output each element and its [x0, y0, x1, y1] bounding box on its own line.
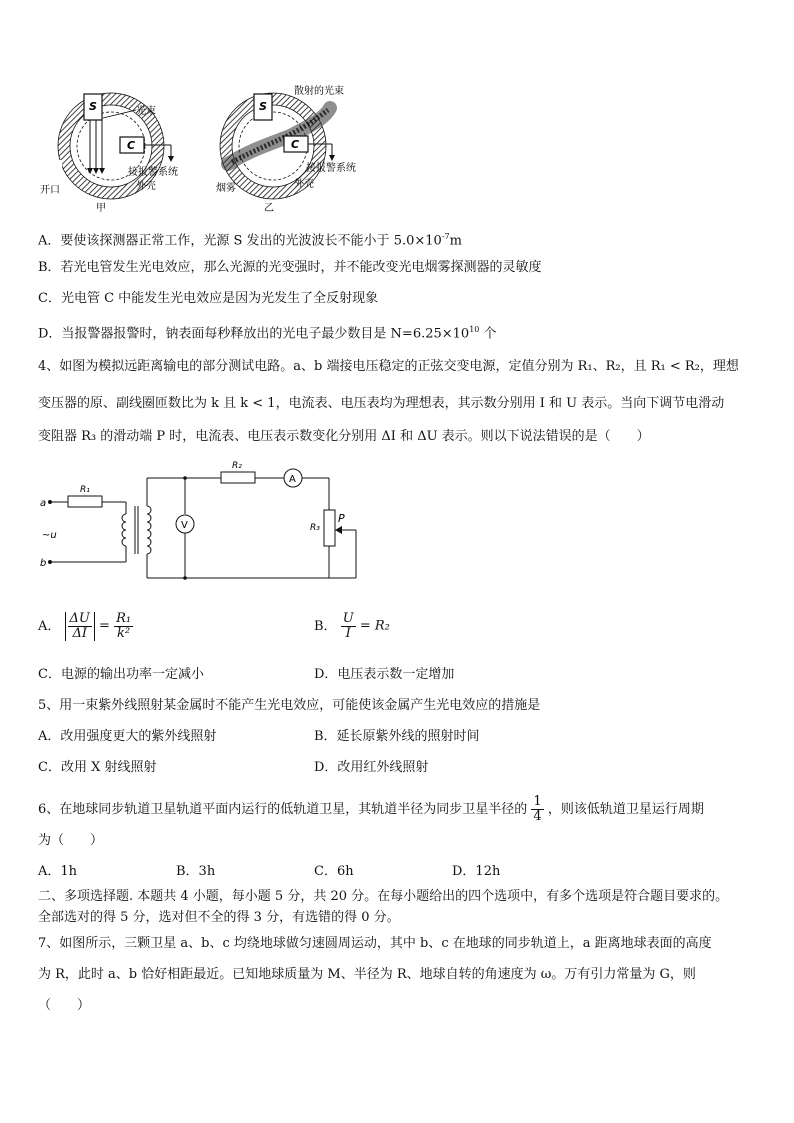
q6-stem-line2: 为（ ）: [38, 833, 104, 848]
q3-option-a: A．要使该探测器正常工作，光源 S 发出的光波波长不能小于 $5.0\times 10^{-7}m$: [38, 232, 462, 249]
q4-option-b: B． $\frac{U}{I}$ = R₂: [314, 611, 390, 641]
q7-stem-line1: 7、如图所示，三颗卫星 a、b、c 均绕地球做匀速圆周运动，其中 b、c 在地球的同步轨道上，a 距离地球表面的高度: [38, 936, 712, 951]
source-s-label: S: [89, 100, 97, 113]
opening-label: 开口: [40, 185, 60, 196]
smoke-label: 烟雾: [216, 183, 236, 194]
q6-option-d: D．12h: [452, 864, 501, 879]
q4-stem-line1: 4、如图为模拟远距离输电的部分测试电路。a、b 端接电压稳定的正弦交变电源，定值分别为 R₁、R₂，且 R₁ < R₂，理想: [38, 359, 739, 374]
q6-option-c: C．6h: [314, 864, 354, 879]
shell-label: 外壳: [294, 179, 314, 190]
alarm-label: 接报警系统: [306, 163, 356, 174]
q3-option-c: C．光电管 C 中能发生光电效应是因为光发生了全反射现象: [38, 291, 379, 306]
source-u-label: ~u: [42, 530, 57, 541]
q4-option-a: A． $\frac{\Delta U}{\Delta I}$ = $\frac{\text{R₁}}{\text{k²}}$: [38, 611, 132, 641]
section2-instructions-line2: 全部选对的得 5 分，选对但不全的得 3 分，有选错的得 0 分。: [38, 910, 400, 925]
scattered-beam-label: 散射的光束: [294, 86, 344, 97]
q4-option-c: C．电源的输出功率一定减小: [38, 667, 204, 682]
q7-stem-line2: 为 R，此时 a、b 恰好相距最近。已知地球质量为 M、半径为 R、地球自转的角速度为 ω。万有引力常量为 G，则: [38, 967, 696, 982]
q4-stem-line3: 变阻器 R₃ 的滑动端 P 时，电流表、电压表示数变化分别用 ΔI 和 ΔU 表示。则以下说法错误的是（ ）: [38, 429, 650, 444]
terminal-b-label: b: [40, 558, 47, 569]
section2-instructions-line1: 二、多项选择题. 本题共 4 小题，每小题 5 分，共 20 分。在每小题给出的四个选项中，有多个选项是符合题目要求的。: [38, 889, 729, 904]
q4-circuit-diagram: [38, 458, 368, 588]
terminal-a-label: a: [40, 498, 47, 509]
q6-option-b: B．3h: [176, 864, 216, 879]
source-s-label: S: [259, 100, 267, 113]
q6-option-a: A．1h: [38, 864, 78, 879]
q5-stem: 5、用一束紫外线照射某金属时不能产生光电效应，可能使该金属产生光电效应的措施是: [38, 698, 541, 713]
r3-label: R₃: [310, 523, 320, 533]
q5-option-c: C．改用 X 射线照射: [38, 760, 157, 775]
light-beam-label: 光束: [136, 106, 156, 117]
q4-option-d: D．电压表示数一定增加: [314, 667, 455, 682]
figure-caption: 乙: [264, 203, 274, 214]
q3-option-b: B．若光电管发生光电效应，那么光源的光变强时，并不能改变光电烟雾探测器的灵敏度: [38, 260, 542, 275]
q5-option-b: B．延长原紫外线的照射时间: [314, 729, 480, 744]
voltmeter-label: V: [181, 520, 188, 531]
figure-caption: 甲: [96, 203, 106, 214]
q6-stem-line1: 6、在地球同步轨道卫星轨道平面内运行的低轨道卫星，其轨道半径为同步卫星半径的 $\frac{1}{4}$ ，则该低轨道卫星运行周期: [38, 794, 704, 824]
q3-option-d: D．当报警器报警时，钠表面每秒释放出的光电子最少数目是 $N=6.25\times 10^{10}$ 个: [38, 325, 497, 342]
cell-c-label: C: [127, 139, 136, 152]
cell-c-label: C: [291, 138, 300, 151]
q5-option-d: D．改用红外线照射: [314, 760, 429, 775]
alarm-label: 接报警系统: [128, 167, 178, 178]
r2-label: R₂: [232, 461, 242, 471]
q7-stem-line3: （ ）: [38, 998, 91, 1013]
shell-label: 外壳: [136, 181, 156, 192]
r1-label: R₁: [80, 485, 90, 495]
figure-jia: [36, 88, 216, 216]
q4-stem-line2: 变压器的原、副线圈匝数比为 k 且 k < 1，电流表、电压表均为理想表，其示数分别用 I 和 U 表示。当向下调节电滑动: [38, 396, 725, 411]
figure-yi: [210, 80, 410, 216]
ammeter-label: A: [289, 474, 296, 485]
slider-p-label: P: [338, 512, 345, 525]
q5-option-a: A．改用强度更大的紫外线照射: [38, 729, 217, 744]
